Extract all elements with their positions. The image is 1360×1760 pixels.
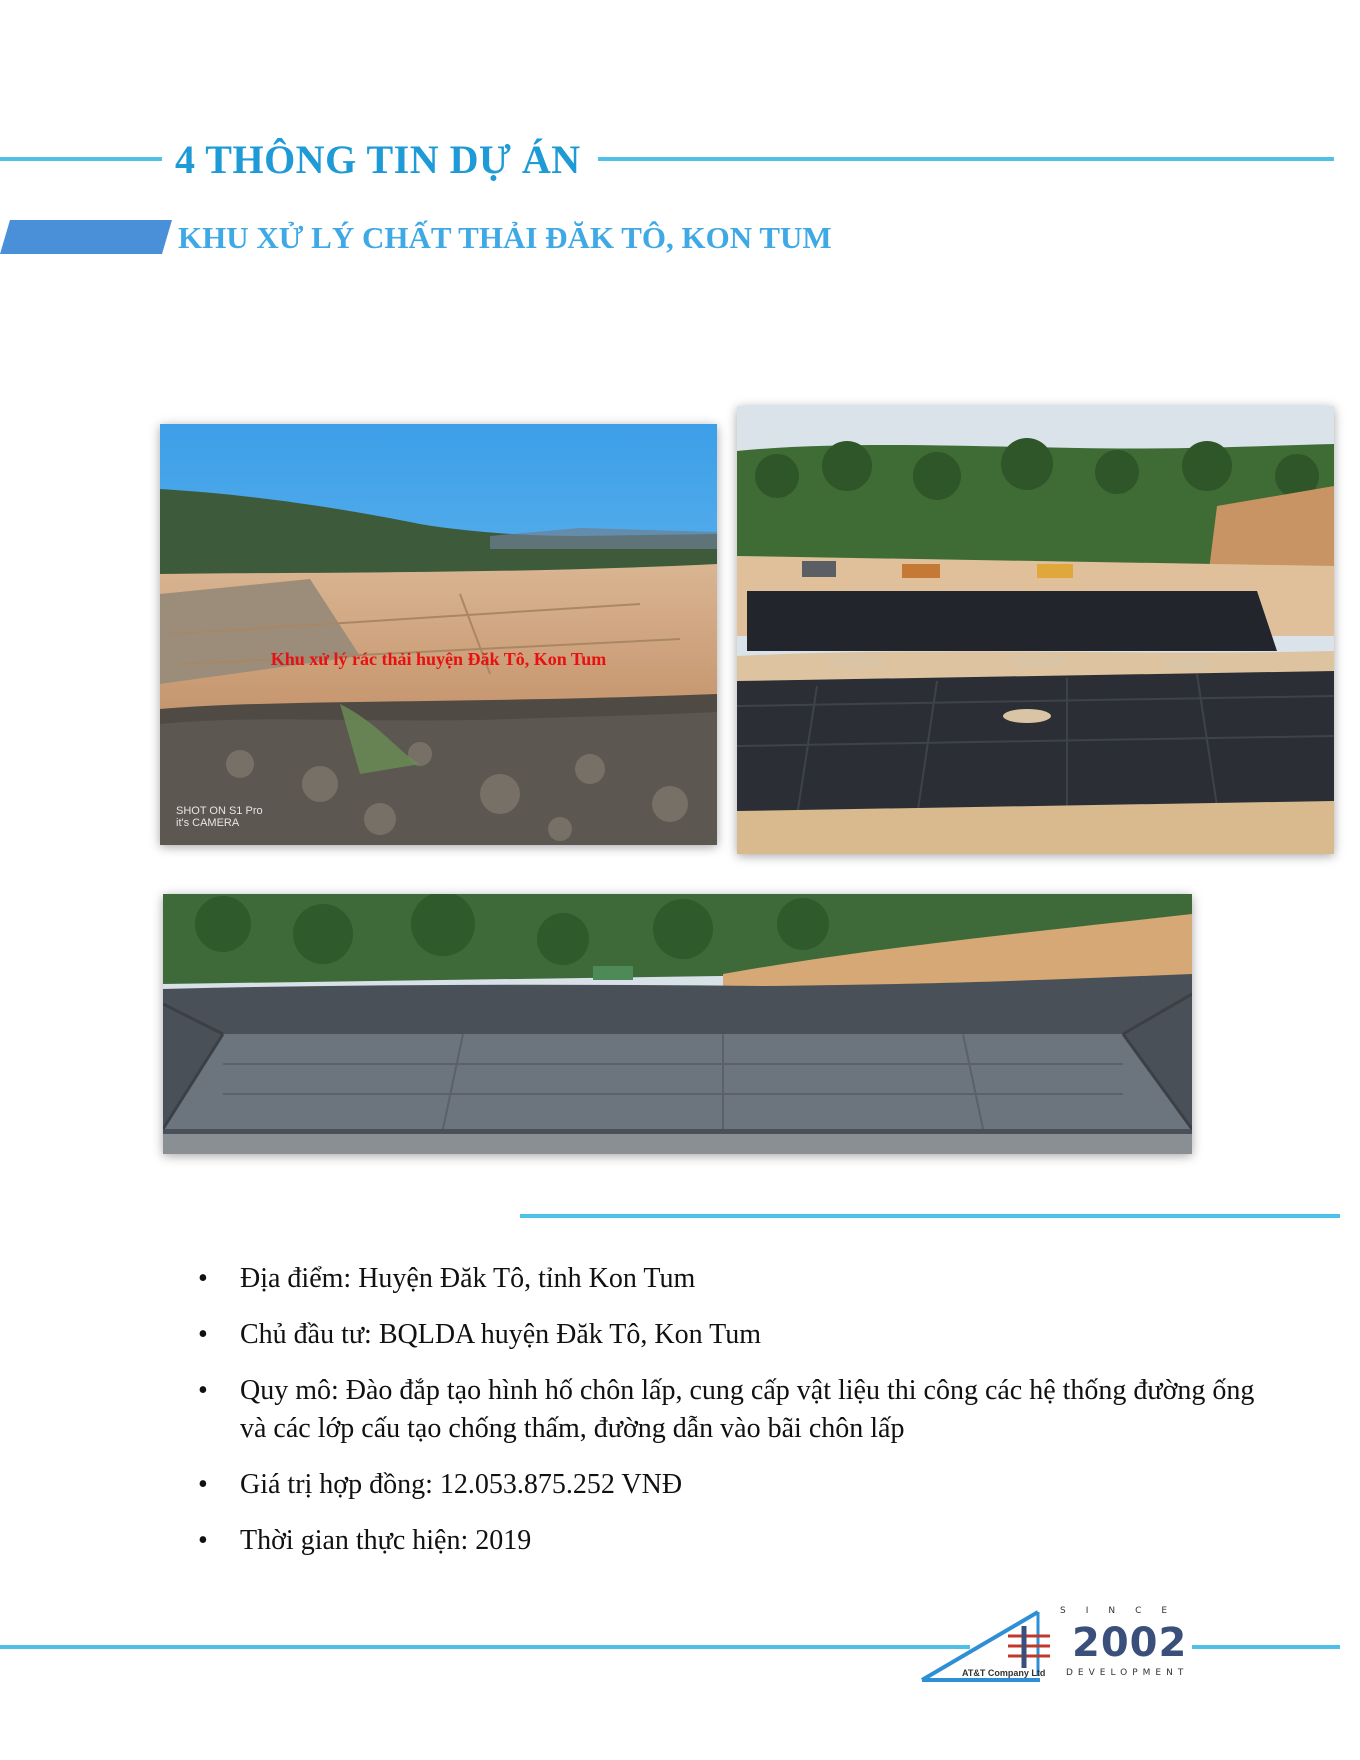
info-scope: [198, 1372, 1258, 1448]
info-timeline: [198, 1522, 1258, 1560]
bullet: •: [198, 1525, 208, 1556]
footer-line-right: [1192, 1645, 1340, 1649]
logo-development: DEVELOPMENT: [1066, 1668, 1189, 1678]
logo-year: 2002: [1072, 1620, 1188, 1666]
info-investor: [198, 1316, 1258, 1354]
header-line-left: [0, 157, 162, 161]
section-title: 4 THÔNG TIN DỰ ÁN: [175, 137, 581, 182]
photo-caption: Khu xử lý rác thải huyện Đăk Tô, Kon Tum: [270, 649, 607, 669]
liner-installation-illustration: [737, 406, 1334, 854]
logo-company-name: AT&T Company Ltd: [962, 1668, 1046, 1678]
photo-landfill-overview: [160, 424, 717, 845]
logo-since: SINCE: [1060, 1606, 1188, 1616]
info-contract-value: [198, 1466, 1258, 1504]
company-logo: [920, 1606, 1189, 1686]
bullet: •: [198, 1319, 208, 1350]
bullet: •: [198, 1263, 208, 1294]
camera-watermark: [176, 805, 263, 829]
header-line-right: [598, 157, 1334, 161]
photo-landfill-cell: [163, 894, 1192, 1154]
info-scope-text: Quy mô: Đào đắp tạo hình hố chôn lấp, cung cấp vật liệu thi công các hệ thống đường ống và các lớp cấu tạo chống thấm, đường dẫn vào bãi chôn lấp: [240, 1375, 1255, 1444]
info-contract-value-text: Giá trị hợp đồng: 12.053.875.252 VNĐ: [240, 1469, 683, 1500]
watermark-line-2: it's CAMERA: [176, 817, 240, 829]
info-location: [198, 1260, 1258, 1298]
footer-line-left: [0, 1645, 970, 1649]
photo-liner-installation: [737, 406, 1334, 854]
subtitle-band: [0, 220, 172, 254]
bullet: •: [198, 1375, 208, 1406]
landfill-overview-illustration: [160, 424, 717, 845]
info-timeline-text: Thời gian thực hiện: 2019: [240, 1525, 532, 1556]
info-location-text: Địa điểm: Huyện Đăk Tô, tỉnh Kon Tum: [240, 1263, 696, 1294]
divider-line: [520, 1214, 1340, 1218]
info-investor-text: Chủ đầu tư: BQLDA huyện Đăk Tô, Kon Tum: [240, 1319, 762, 1350]
bullet: •: [198, 1469, 208, 1500]
watermark-line-1: SHOT ON S1 Pro: [176, 805, 263, 817]
project-subtitle: KHU XỬ LÝ CHẤT THẢI ĐĂK TÔ, KON TUM: [178, 220, 832, 255]
landfill-cell-illustration: [163, 894, 1192, 1154]
project-info-list: [198, 1260, 1258, 1578]
